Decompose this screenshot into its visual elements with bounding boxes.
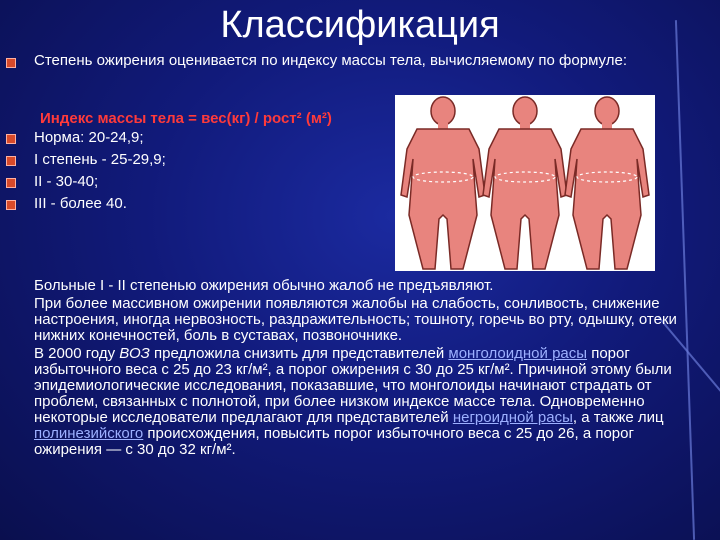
figure-3-icon <box>565 97 649 269</box>
bullet-icon <box>6 200 16 210</box>
paragraph-symptoms: При более массивном ожирении появляются жалобы на слабость, сонливость, снижение настроения, иногда нервозность, раздражительность; тошноту, горечь во рту, одышку, отеки нижних конечностей, боль в суставах, позвоночнике. <box>34 295 677 344</box>
text-part: , а также лиц <box>572 409 664 426</box>
paragraph-complaints: Больные I - II степенью ожирения обычно жалоб не предъявляют. <box>34 277 494 294</box>
class-1: I степень - 25-29,9; <box>34 151 166 168</box>
link-negroid-race[interactable]: негроидной расы <box>452 409 573 426</box>
text-part: происхождения, повысить порог избыточного веса с 25 до 26, а порог ожирения — с 30 до 32 кг/м². <box>34 425 634 458</box>
link-mongoloid-race[interactable]: монголоидной расы <box>448 345 588 362</box>
text-part: предложила снизить для представителей <box>149 345 449 362</box>
class-3: III - более 40. <box>34 195 127 212</box>
link-polynesian[interactable]: полинезийского <box>34 425 144 442</box>
figure-2-icon <box>483 97 567 269</box>
intro-text: Степень ожирения оценивается по индексу массы тела, вычисляемому по формуле: <box>34 52 627 69</box>
bullet-icon <box>6 156 16 166</box>
bullet-icon <box>6 134 16 144</box>
paragraph-who <box>34 346 694 458</box>
text-part: В 2000 году <box>34 345 120 362</box>
bmi-formula: Индекс массы тела = вес(кг) / рост² (м²) <box>40 110 332 127</box>
text-part: порог избыточного веса с 25 до 23 кг/м², а порог ожирения с 30 до 25 кг/м². Причиной этому были эпидемиологические исследования, показавшие, что монголоиды начинают страдать от проблем, связанных с полнотой, при более низком индексе массе тела. Одновременно некоторые исследователи предлагают для представителей <box>34 345 672 426</box>
class-norm: Норма: 20-24,9; <box>34 129 144 146</box>
bullet-icon <box>6 58 16 68</box>
obesity-figures-illustration <box>395 95 655 271</box>
slide-title: Классификация <box>220 4 500 46</box>
figure-1-icon <box>401 97 485 269</box>
who-abbreviation: ВОЗ <box>119 345 150 362</box>
bullet-icon <box>6 178 16 188</box>
class-2: II - 30-40; <box>34 173 99 190</box>
description-block <box>34 278 694 458</box>
